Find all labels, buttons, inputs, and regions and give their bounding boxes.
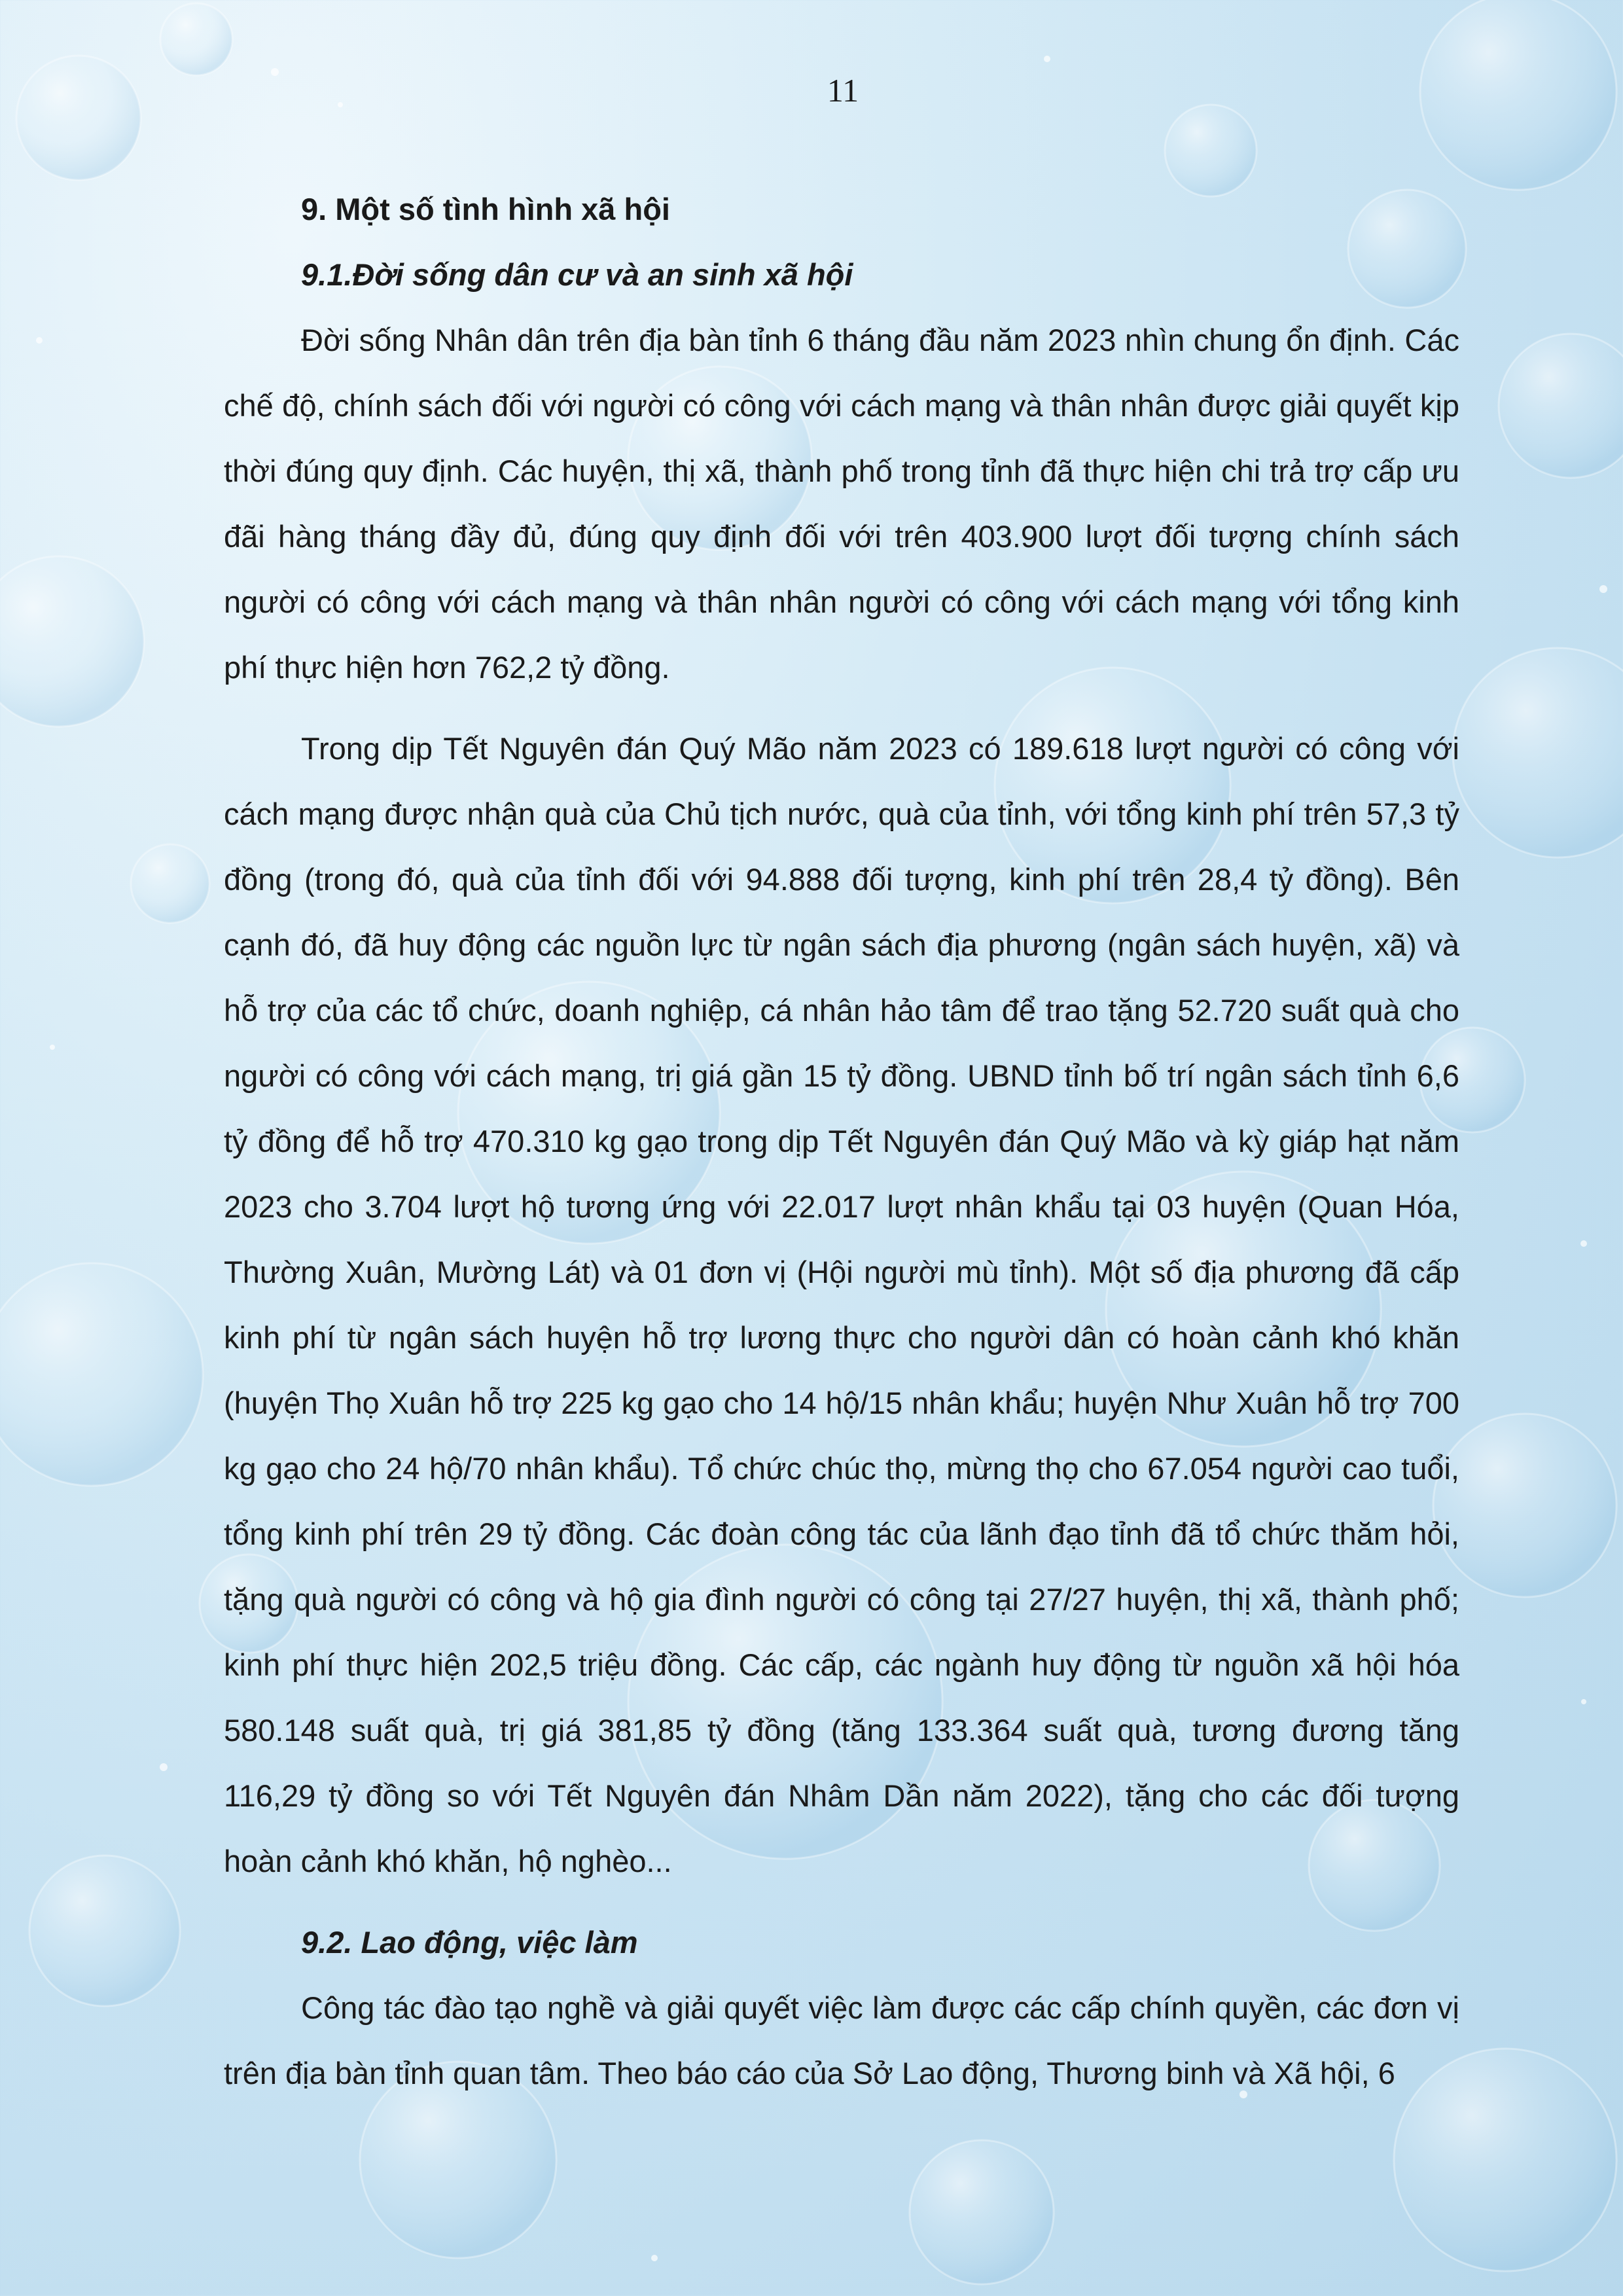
page-number: 11 bbox=[827, 72, 859, 109]
document-body bbox=[224, 177, 1459, 2106]
paragraph: Đời sống Nhân dân trên địa bàn tỉnh 6 tháng đầu năm 2023 nhìn chung ổn định. Các chế độ, chính sách đối với người có công với cách mạng và thân nhân được giải quyết kịp thời đúng quy định. Các huyện, thị xã, thành phố trong tỉnh đã thực hiện chi trả trợ cấp ưu đãi hàng tháng đầy đủ, đúng quy định đối với trên 403.900 lượt đối tượng chính sách người có công với cách mạng và thân nhân người có công với cách mạng với tổng kinh phí thực hiện hơn 762,2 tỷ đồng. bbox=[224, 323, 1459, 685]
section-heading: 9. Một số tình hình xã hội bbox=[301, 192, 670, 226]
paragraph: Công tác đào tạo nghề và giải quyết việc làm được các cấp chính quyền, các đơn vị trên địa bàn tỉnh quan tâm. Theo báo cáo của Sở Lao động, Thương binh và Xã hội, 6 bbox=[224, 1990, 1459, 2090]
paragraph: Trong dịp Tết Nguyên đán Quý Mão năm 2023 có 189.618 lượt người có công với cách mạng được nhận quà của Chủ tịch nước, quà của tỉnh, với tổng kinh phí trên 57,3 tỷ đồng (trong đó, quà của tỉnh đối với 94.888 đối tượng, kinh phí trên 28,4 tỷ đồng). Bên cạnh đó, đã huy động các nguồn lực từ ngân sách địa phương (ngân sách huyện, xã) và hỗ trợ của các tổ chức, doanh nghiệp, cá nhân hảo tâm để trao tặng 52.720 suất quà cho người có công với cách mạng, trị giá gần 15 tỷ đồng. UBND tỉnh bố trí ngân sách tỉnh 6,6 tỷ đồng để hỗ trợ 470.310 kg gạo trong dịp Tết Nguyên đán Quý Mão và kỳ giáp hạt năm 2023 cho 3.704 lượt hộ tương ứng với 22.017 lượt nhân khẩu tại 03 huyện (Quan Hóa, Thường Xuân, Mường Lát) và 01 đơn vị (Hội người mù tỉnh). Một số địa phương đã cấp kinh phí từ ngân sách huyện hỗ trợ lương thực cho người dân có hoàn cảnh khó khăn (huyện Thọ Xuân hỗ trợ 225 kg gạo cho 14 hộ/15 nhân khẩu; huyện Như Xuân hỗ trợ 700 kg gạo cho 24 hộ/70 nhân khẩu). Tổ chức chúc thọ, mừng thọ cho 67.054 người cao tuổi, tổng kinh phí trên 29 tỷ đồng. Các đoàn công tác của lãnh đạo tỉnh đã tổ chức thăm hỏi, tặng quà người có công và hộ gia đình người có công tại 27/27 huyện, thị xã, thành phố; kinh phí thực hiện 202,5 triệu đồng. Các cấp, các ngành huy động từ nguồn xã hội hóa 580.148 suất quà, trị giá 381,85 tỷ đồng (tăng 133.364 suất quà, tương đương tăng 116,29 tỷ đồng so với Tết Nguyên đán Nhâm Dần năm 2022), tặng cho các đối tượng hoàn cảnh khó khăn, hộ nghèo... bbox=[224, 731, 1459, 1878]
subsection-title-labor-employment: 9.2. Lao động, việc làm bbox=[301, 1925, 638, 1960]
subsection-title-living-conditions: 9.1.Đời sống dân cư và an sinh xã hội bbox=[301, 257, 853, 292]
